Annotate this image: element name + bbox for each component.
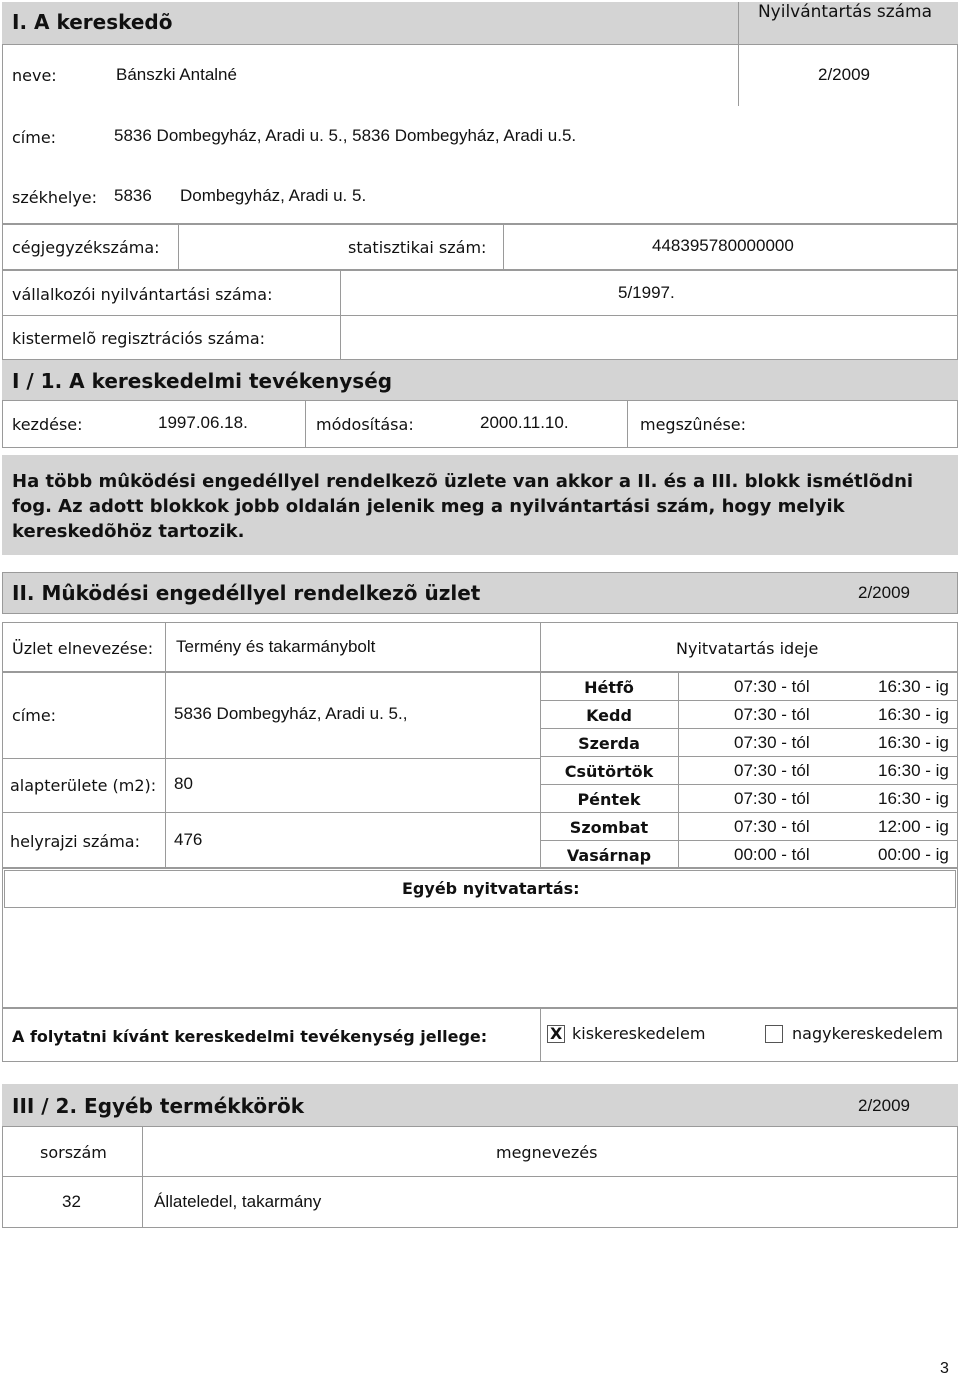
day-label: Szombat	[569, 818, 649, 837]
producer-label: kistermelõ regisztrációs száma:	[12, 329, 266, 348]
to-time: 16:30 - ig	[878, 677, 949, 696]
product-name: Állateledel, takarmány	[154, 1192, 322, 1211]
day-label: Szerda	[578, 734, 640, 753]
to-time: 00:00 - ig	[878, 845, 949, 864]
day-label: Csütörtök	[564, 762, 654, 781]
product-no: 32	[62, 1192, 81, 1211]
shop-title: II. Mûködési engedéllyel rendelkezõ üzlet	[12, 581, 481, 605]
day-label: Péntek	[577, 790, 641, 809]
notice-line-3: kereskedõhöz tartozik.	[12, 521, 245, 542]
area-label: alapterülete (m2):	[10, 776, 157, 795]
products-title: III / 2. Egyéb termékkörök	[12, 1094, 304, 1118]
name-label: neve:	[12, 66, 57, 85]
shop-address: 5836 Dombegyház, Aradi u. 5.,	[174, 704, 408, 723]
wholesale-checkbox[interactable]	[765, 1025, 783, 1043]
to-time: 16:30 - ig	[878, 733, 949, 752]
retail-checkbox[interactable]	[547, 1025, 565, 1043]
lot-value: 476	[174, 830, 203, 849]
mod-label: módosítása:	[316, 415, 414, 434]
start-label: kezdése:	[12, 415, 83, 434]
address-label: címe:	[12, 128, 57, 147]
activity-title: I / 1. A kereskedelmi tevékenység	[12, 369, 393, 393]
to-time: 16:30 - ig	[878, 761, 949, 780]
from-time: 00:00 - tól	[734, 845, 810, 864]
mod-value: 2000.11.10.	[480, 413, 569, 432]
products-table	[2, 1126, 958, 1228]
shop-name-label: Üzlet elnevezése:	[12, 639, 154, 658]
day-label: Kedd	[586, 706, 632, 725]
trader-section-title: I. A kereskedõ	[12, 10, 173, 34]
notice-line-2: fog. Az adott blokkok jobb oldalán jelenik meg a nyilvántartási szám, hogy melyik	[12, 496, 845, 517]
lot-label: helyrajzi száma:	[10, 832, 140, 851]
day-label: Hétfõ	[584, 678, 634, 697]
shop-name: Termény és takarmánybolt	[176, 637, 376, 656]
to-time: 16:30 - ig	[878, 789, 949, 808]
checkmark-icon: X	[550, 1024, 563, 1043]
stat-label: statisztikai szám:	[348, 238, 487, 257]
retail-label: kiskereskedelem	[572, 1024, 706, 1043]
col-no-header: sorszám	[40, 1143, 107, 1162]
to-time: 12:00 - ig	[878, 817, 949, 836]
trader-name: Bánszki Antalné	[116, 65, 237, 84]
from-time: 07:30 - tól	[734, 817, 810, 836]
from-time: 07:30 - tól	[734, 733, 810, 752]
shop-address-label: címe:	[12, 706, 57, 725]
trader-address: 5836 Dombegyház, Aradi u. 5., 5836 Dombegyház, Aradi u.5.	[114, 126, 577, 145]
stat-value: 448395780000000	[652, 236, 794, 255]
company-reg-label: cégjegyzékszáma:	[12, 238, 160, 257]
wholesale-label: nagykereskedelem	[792, 1024, 943, 1043]
start-value: 1997.06.18.	[158, 413, 248, 432]
from-time: 07:30 - tól	[734, 761, 810, 780]
from-time: 07:30 - tól	[734, 677, 810, 696]
day-label: Vasárnap	[566, 846, 652, 865]
entrepreneur-label: vállalkozói nyilvántartási száma:	[12, 285, 273, 304]
to-time: 16:30 - ig	[878, 705, 949, 724]
seat-address: Dombegyház, Aradi u. 5.	[180, 186, 367, 205]
from-time: 07:30 - tól	[734, 705, 810, 724]
other-hours-label: Egyéb nyitvatartás:	[402, 879, 580, 898]
seat-zip: 5836	[114, 186, 152, 205]
from-time: 07:30 - tól	[734, 789, 810, 808]
shop-reg-number: 2/2009	[858, 583, 910, 602]
products-reg-number: 2/2009	[858, 1096, 910, 1115]
entrepreneur-value: 5/1997.	[618, 283, 675, 302]
end-label: megszûnése:	[640, 415, 747, 434]
page-number: 3	[940, 1360, 949, 1377]
reg-number-header: Nyilvántartás száma	[757, 2, 933, 22]
seat-label: székhelye:	[12, 188, 97, 207]
area-value: 80	[174, 774, 193, 793]
notice-line-1: Ha több mûködési engedéllyel rendelkezõ üzlete van akkor a II. és a III. blokk ismétlõdni	[12, 471, 914, 492]
trader-reg-number: 2/2009	[818, 65, 870, 84]
hours-header: Nyitvatartás ideje	[676, 639, 819, 658]
col-name-header: megnevezés	[496, 1143, 598, 1162]
nature-label: A folytatni kívánt kereskedelmi tevékenység jellege:	[12, 1027, 488, 1046]
